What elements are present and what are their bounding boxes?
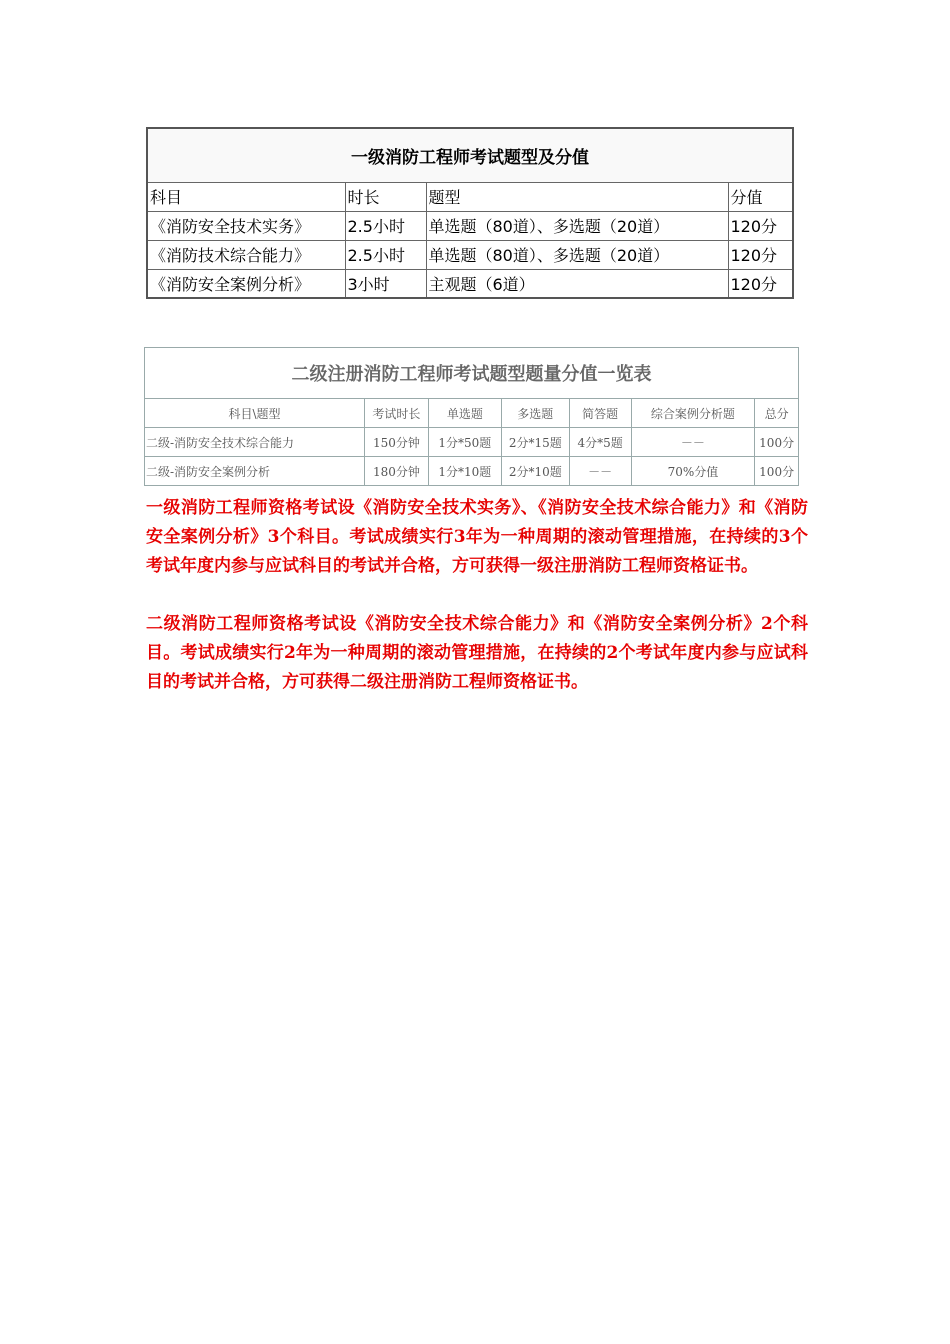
multi-choice-cell: 2分*15题 [501,428,569,457]
table-row [147,240,793,269]
header-cell: 考试时长 [364,399,428,428]
level1-table-title: 一级消防工程师考试题型及分值 [147,128,793,182]
level2-description-paragraph: 二级消防工程师资格考试设《消防安全技术综合能力》和《消防安全案例分析》2个科目。考试成绩实行2年为一种周期的滚动管理措施，在持续的2个考试年度内参与应试科目的考试并合格，方可获得二级注册消防工程师资格证书。 [146,614,808,692]
table-header-row [147,182,793,211]
duration-cell: 3小时 [345,269,426,298]
header-cell: 分值 [728,182,793,211]
short-answer-cell: －－ [569,457,631,486]
table-row [147,211,793,240]
header-cell: 时长 [345,182,426,211]
table-row [147,269,793,298]
subject-cell: 二级-消防安全案例分析 [145,457,365,486]
header-cell: 题型 [426,182,728,211]
single-choice-cell: 1分*10题 [428,457,501,486]
table-row [145,457,799,486]
subject-cell: 《消防安全案例分析》 [147,269,345,298]
total-score-cell: 100分 [755,457,799,486]
level1-description-paragraph: 一级消防工程师资格考试设《消防安全技术实务》、《消防安全技术综合能力》和《消防安全案例分析》3个科目。考试成绩实行3年为一种周期的滚动管理措施，在持续的3个考试年度内参与应试科目的考试并合格，方可获得一级注册消防工程师资格证书。 [146,498,808,576]
duration-cell: 2.5小时 [345,240,426,269]
question-type-cell: 主观题（6道） [426,269,728,298]
level2-exam-table [144,347,799,486]
multi-choice-cell: 2分*10题 [501,457,569,486]
header-cell: 单选题 [428,399,501,428]
header-cell: 科目\题型 [145,399,365,428]
subject-cell: 《消防技术综合能力》 [147,240,345,269]
level1-exam-table [146,127,794,299]
score-cell: 120分 [728,240,793,269]
table-header-row [145,399,799,428]
header-cell: 总分 [755,399,799,428]
header-cell: 科目 [147,182,345,211]
score-cell: 120分 [728,269,793,298]
duration-cell: 150分钟 [364,428,428,457]
case-analysis-cell: －－ [631,428,755,457]
single-choice-cell: 1分*50题 [428,428,501,457]
level2-table-title: 二级注册消防工程师考试题型题量分值一览表 [145,348,799,399]
header-cell: 简答题 [569,399,631,428]
duration-cell: 180分钟 [364,457,428,486]
duration-cell: 2.5小时 [345,211,426,240]
table-row [145,428,799,457]
short-answer-cell: 4分*5题 [569,428,631,457]
question-type-cell: 单选题（80道）、多选题（20道） [426,211,728,240]
subject-cell: 《消防安全技术实务》 [147,211,345,240]
header-cell: 综合案例分析题 [631,399,755,428]
subject-cell: 二级-消防安全技术综合能力 [145,428,365,457]
score-cell: 120分 [728,211,793,240]
question-type-cell: 单选题（80道）、多选题（20道） [426,240,728,269]
case-analysis-cell: 70%分值 [631,457,755,486]
total-score-cell: 100分 [755,428,799,457]
header-cell: 多选题 [501,399,569,428]
